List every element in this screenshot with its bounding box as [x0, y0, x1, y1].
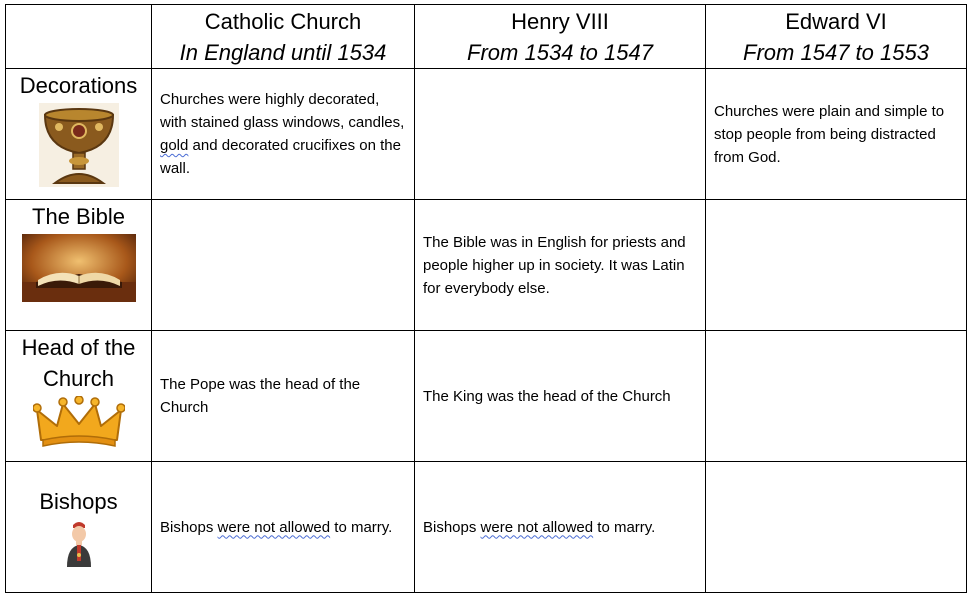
spellcheck-phrase: were not allowed — [480, 518, 594, 536]
cell-catholic-bible — [152, 200, 415, 331]
cell-text: Bishops — [423, 518, 481, 536]
cell-edward-bishops — [706, 462, 967, 593]
cell-catholic-decorations — [152, 69, 415, 200]
cell-text: to marry. — [330, 518, 393, 536]
row-header-bishops — [6, 462, 152, 593]
chalice-icon — [39, 103, 119, 187]
row-decorations — [6, 69, 967, 200]
header-subtitle: From 1547 to 1553 — [743, 39, 929, 65]
bible-icon — [22, 234, 136, 302]
header-edward — [706, 5, 967, 69]
cell-text: Bishops — [160, 518, 218, 536]
cell-edward-bible — [706, 200, 967, 331]
row-label: Church — [43, 366, 114, 391]
cell-edward-head — [706, 331, 967, 462]
header-title: Henry VIII — [511, 8, 609, 34]
cell-text: and decorated crucifixes on the wall. — [160, 137, 401, 177]
cell-catholic-bishops — [152, 462, 415, 593]
cell-henry-decorations — [415, 69, 706, 200]
row-header-decorations — [6, 69, 152, 200]
bishop-icon — [64, 519, 94, 569]
cell-catholic-head: The Pope was the head of the Church — [152, 331, 415, 462]
cell-edward-decorations: Churches were plain and simple to stop people from being distracted from God. — [706, 69, 967, 200]
header-subtitle: From 1534 to 1547 — [467, 39, 653, 65]
cell-henry-bishops — [415, 462, 706, 593]
row-label: Bishops — [39, 489, 118, 514]
spellcheck-phrase: were not allowed — [217, 518, 331, 536]
header-title: Catholic Church — [204, 8, 362, 34]
cell-text: to marry. — [593, 518, 656, 536]
header-henry — [415, 5, 706, 69]
crown-icon — [33, 396, 125, 448]
cell-text: Churches were highly decorated, with stained glass windows, candles, — [160, 91, 405, 131]
header-row — [6, 5, 967, 69]
corner-cell — [6, 5, 152, 69]
cell-henry-bible: The Bible was in English for priests and people higher up in society. It was Latin for everybody else. — [415, 200, 706, 331]
row-bible — [6, 200, 967, 331]
row-head-of-church — [6, 331, 967, 462]
header-title: Edward VI — [785, 8, 887, 34]
header-subtitle: In England until 1534 — [179, 39, 387, 65]
row-bishops — [6, 462, 967, 593]
header-catholic — [152, 5, 415, 69]
row-header-head — [6, 331, 152, 462]
row-label: Decorations — [19, 73, 138, 98]
row-label: Head of the — [21, 335, 136, 360]
comparison-table — [5, 4, 967, 593]
cell-henry-head: The King was the head of the Church — [415, 331, 706, 462]
row-header-bible — [6, 200, 152, 331]
row-label: The Bible — [32, 204, 125, 229]
spellcheck-word: gold — [160, 137, 189, 154]
